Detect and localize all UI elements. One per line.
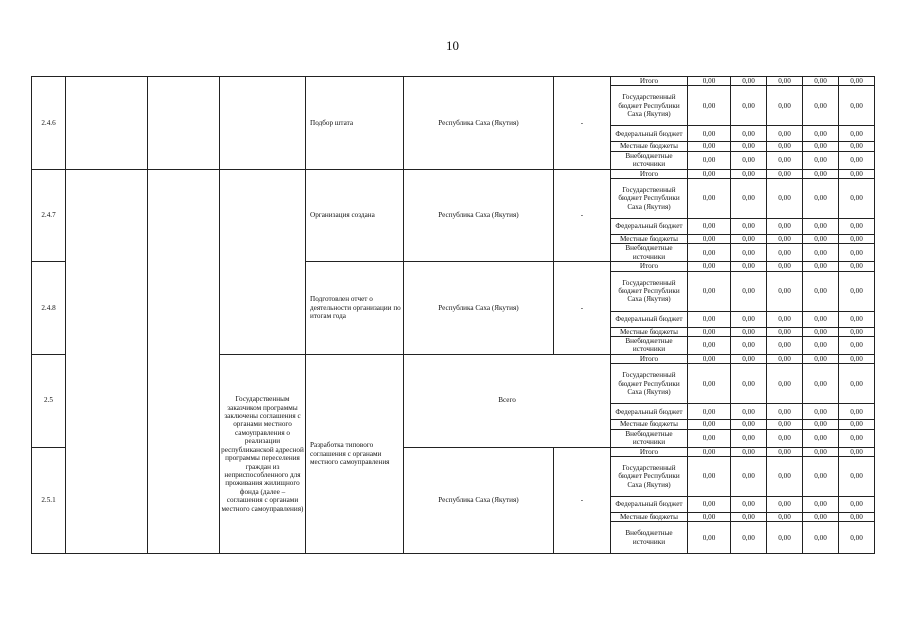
value-col-2: 0,00 bbox=[731, 179, 767, 219]
value-col-3: 0,00 bbox=[767, 337, 803, 355]
value-col-2: 0,00 bbox=[731, 327, 767, 336]
value-col-4: 0,00 bbox=[803, 420, 839, 429]
value-col-4: 0,00 bbox=[803, 429, 839, 447]
value-col-4: 0,00 bbox=[803, 235, 839, 244]
value-col-3: 0,00 bbox=[767, 262, 803, 271]
value-col-2: 0,00 bbox=[731, 169, 767, 178]
value-col-3: 0,00 bbox=[767, 496, 803, 512]
funding-source: Внебюджетные источники bbox=[611, 522, 688, 554]
value-col-1: 0,00 bbox=[688, 512, 731, 521]
value-col-1: 0,00 bbox=[688, 429, 731, 447]
value-col-2: 0,00 bbox=[731, 219, 767, 235]
value-col-1: 0,00 bbox=[688, 126, 731, 142]
value-col-4: 0,00 bbox=[803, 337, 839, 355]
event-result: Подбор штата bbox=[306, 77, 404, 170]
funding-source: Государственный бюджет Республики Саха (Якутия) bbox=[611, 179, 688, 219]
value-col-4: 0,00 bbox=[803, 179, 839, 219]
funding-source: Внебюджетные источники bbox=[611, 429, 688, 447]
value-col-3: 0,00 bbox=[767, 126, 803, 142]
event-column-b bbox=[66, 169, 148, 554]
value-col-3: 0,00 bbox=[767, 169, 803, 178]
value-col-2: 0,00 bbox=[731, 77, 767, 86]
value-col-4: 0,00 bbox=[803, 271, 839, 311]
value-col-1: 0,00 bbox=[688, 169, 731, 178]
value-col-2: 0,00 bbox=[731, 244, 767, 262]
value-col-5: 0,00 bbox=[839, 311, 875, 327]
value-col-4: 0,00 bbox=[803, 311, 839, 327]
dash-cell: - bbox=[554, 169, 611, 262]
event-column-c bbox=[148, 77, 220, 170]
event-name bbox=[220, 169, 306, 354]
value-col-5: 0,00 bbox=[839, 522, 875, 554]
funding-source: Федеральный бюджет bbox=[611, 496, 688, 512]
total-label: Всего bbox=[404, 354, 611, 447]
funding-source: Итого bbox=[611, 262, 688, 271]
program-table bbox=[31, 76, 875, 554]
value-col-1: 0,00 bbox=[688, 364, 731, 404]
event-result: Подготовлен отчет о деятельности организации по итогам года bbox=[306, 262, 404, 355]
value-col-1: 0,00 bbox=[688, 354, 731, 363]
value-col-5: 0,00 bbox=[839, 86, 875, 126]
value-col-3: 0,00 bbox=[767, 151, 803, 169]
value-col-3: 0,00 bbox=[767, 354, 803, 363]
value-col-3: 0,00 bbox=[767, 404, 803, 420]
value-col-1: 0,00 bbox=[688, 311, 731, 327]
funding-source: Итого bbox=[611, 447, 688, 456]
value-col-4: 0,00 bbox=[803, 219, 839, 235]
value-col-2: 0,00 bbox=[731, 354, 767, 363]
value-col-3: 0,00 bbox=[767, 364, 803, 404]
funding-source: Итого bbox=[611, 354, 688, 363]
value-col-3: 0,00 bbox=[767, 311, 803, 327]
value-col-2: 0,00 bbox=[731, 262, 767, 271]
funding-source: Местные бюджеты bbox=[611, 235, 688, 244]
value-col-5: 0,00 bbox=[839, 496, 875, 512]
value-col-2: 0,00 bbox=[731, 420, 767, 429]
value-col-2: 0,00 bbox=[731, 447, 767, 456]
funding-source: Местные бюджеты bbox=[611, 142, 688, 151]
value-col-4: 0,00 bbox=[803, 151, 839, 169]
value-col-1: 0,00 bbox=[688, 456, 731, 496]
value-col-3: 0,00 bbox=[767, 327, 803, 336]
value-col-4: 0,00 bbox=[803, 262, 839, 271]
value-col-4: 0,00 bbox=[803, 244, 839, 262]
value-col-4: 0,00 bbox=[803, 404, 839, 420]
event-code: 2.5 bbox=[32, 354, 66, 447]
funding-source: Внебюджетные источники bbox=[611, 151, 688, 169]
value-col-4: 0,00 bbox=[803, 327, 839, 336]
value-col-2: 0,00 bbox=[731, 522, 767, 554]
event-code: 2.5.1 bbox=[32, 447, 66, 554]
value-col-1: 0,00 bbox=[688, 86, 731, 126]
value-col-1: 0,00 bbox=[688, 219, 731, 235]
dash-cell: - bbox=[554, 262, 611, 355]
value-col-2: 0,00 bbox=[731, 235, 767, 244]
event-column-b bbox=[66, 77, 148, 170]
value-col-5: 0,00 bbox=[839, 420, 875, 429]
event-name: Государственным заказчиком программы заключены соглашения с органами местного самоуправления о реализации республиканской адресной программы переселения граждан из неприспособленного для проживания жилищного фонда (далее – соглашения с органами местного самоуправления) bbox=[220, 354, 306, 553]
event-code: 2.4.7 bbox=[32, 169, 66, 262]
value-col-5: 0,00 bbox=[839, 429, 875, 447]
value-col-3: 0,00 bbox=[767, 235, 803, 244]
funding-source: Государственный бюджет Республики Саха (Якутия) bbox=[611, 364, 688, 404]
value-col-5: 0,00 bbox=[839, 235, 875, 244]
value-col-4: 0,00 bbox=[803, 447, 839, 456]
value-col-1: 0,00 bbox=[688, 179, 731, 219]
value-col-3: 0,00 bbox=[767, 77, 803, 86]
value-col-2: 0,00 bbox=[731, 364, 767, 404]
value-col-2: 0,00 bbox=[731, 496, 767, 512]
value-col-3: 0,00 bbox=[767, 420, 803, 429]
value-col-3: 0,00 bbox=[767, 512, 803, 521]
value-col-5: 0,00 bbox=[839, 126, 875, 142]
value-col-5: 0,00 bbox=[839, 404, 875, 420]
value-col-2: 0,00 bbox=[731, 429, 767, 447]
value-col-1: 0,00 bbox=[688, 244, 731, 262]
value-col-5: 0,00 bbox=[839, 364, 875, 404]
value-col-4: 0,00 bbox=[803, 364, 839, 404]
value-col-4: 0,00 bbox=[803, 522, 839, 554]
value-col-4: 0,00 bbox=[803, 126, 839, 142]
executor: Республика Саха (Якутия) bbox=[404, 169, 554, 262]
value-col-5: 0,00 bbox=[839, 337, 875, 355]
executor: Республика Саха (Якутия) bbox=[404, 262, 554, 355]
value-col-5: 0,00 bbox=[839, 447, 875, 456]
value-col-2: 0,00 bbox=[731, 142, 767, 151]
value-col-1: 0,00 bbox=[688, 420, 731, 429]
value-col-4: 0,00 bbox=[803, 169, 839, 178]
value-col-5: 0,00 bbox=[839, 142, 875, 151]
value-col-1: 0,00 bbox=[688, 271, 731, 311]
value-col-5: 0,00 bbox=[839, 512, 875, 521]
funding-source: Внебюджетные источники bbox=[611, 244, 688, 262]
value-col-1: 0,00 bbox=[688, 151, 731, 169]
value-col-4: 0,00 bbox=[803, 142, 839, 151]
value-col-5: 0,00 bbox=[839, 151, 875, 169]
funding-source: Итого bbox=[611, 77, 688, 86]
funding-source: Федеральный бюджет bbox=[611, 219, 688, 235]
value-col-3: 0,00 bbox=[767, 244, 803, 262]
value-col-5: 0,00 bbox=[839, 244, 875, 262]
event-code: 2.4.6 bbox=[32, 77, 66, 170]
executor: Республика Саха (Якутия) bbox=[404, 447, 554, 554]
table-row bbox=[32, 77, 875, 86]
value-col-1: 0,00 bbox=[688, 77, 731, 86]
value-col-5: 0,00 bbox=[839, 169, 875, 178]
value-col-2: 0,00 bbox=[731, 404, 767, 420]
value-col-5: 0,00 bbox=[839, 219, 875, 235]
value-col-2: 0,00 bbox=[731, 86, 767, 126]
value-col-1: 0,00 bbox=[688, 447, 731, 456]
funding-source: Государственный бюджет Республики Саха (Якутия) bbox=[611, 86, 688, 126]
value-col-2: 0,00 bbox=[731, 151, 767, 169]
value-col-4: 0,00 bbox=[803, 86, 839, 126]
value-col-4: 0,00 bbox=[803, 354, 839, 363]
page-number: 10 bbox=[446, 38, 459, 53]
value-col-1: 0,00 bbox=[688, 235, 731, 244]
value-col-2: 0,00 bbox=[731, 456, 767, 496]
funding-source: Федеральный бюджет bbox=[611, 126, 688, 142]
value-col-3: 0,00 bbox=[767, 447, 803, 456]
value-col-3: 0,00 bbox=[767, 86, 803, 126]
value-col-4: 0,00 bbox=[803, 456, 839, 496]
funding-source: Государственный бюджет Республики Саха (Якутия) bbox=[611, 456, 688, 496]
funding-source: Местные бюджеты bbox=[611, 420, 688, 429]
value-col-5: 0,00 bbox=[839, 179, 875, 219]
value-col-4: 0,00 bbox=[803, 496, 839, 512]
value-col-5: 0,00 bbox=[839, 77, 875, 86]
executor: Республика Саха (Якутия) bbox=[404, 77, 554, 170]
value-col-3: 0,00 bbox=[767, 179, 803, 219]
event-column-c bbox=[148, 169, 220, 554]
value-col-1: 0,00 bbox=[688, 404, 731, 420]
funding-source: Итого bbox=[611, 169, 688, 178]
event-name bbox=[220, 77, 306, 170]
funding-source: Федеральный бюджет bbox=[611, 311, 688, 327]
value-col-3: 0,00 bbox=[767, 142, 803, 151]
value-col-3: 0,00 bbox=[767, 219, 803, 235]
event-code: 2.4.8 bbox=[32, 262, 66, 355]
dash-cell: - bbox=[554, 77, 611, 170]
funding-source: Внебюджетные источники bbox=[611, 337, 688, 355]
funding-source: Местные бюджеты bbox=[611, 327, 688, 336]
funding-source: Федеральный бюджет bbox=[611, 404, 688, 420]
funding-source: Местные бюджеты bbox=[611, 512, 688, 521]
event-result: Организация создана bbox=[306, 169, 404, 262]
value-col-5: 0,00 bbox=[839, 456, 875, 496]
value-col-3: 0,00 bbox=[767, 271, 803, 311]
value-col-5: 0,00 bbox=[839, 271, 875, 311]
value-col-4: 0,00 bbox=[803, 77, 839, 86]
value-col-5: 0,00 bbox=[839, 262, 875, 271]
funding-source: Государственный бюджет Республики Саха (Якутия) bbox=[611, 271, 688, 311]
event-result: Разработка типового соглашения с органами местного самоуправления bbox=[306, 354, 404, 553]
value-col-2: 0,00 bbox=[731, 311, 767, 327]
value-col-3: 0,00 bbox=[767, 456, 803, 496]
dash-cell: - bbox=[554, 447, 611, 554]
value-col-3: 0,00 bbox=[767, 522, 803, 554]
value-col-2: 0,00 bbox=[731, 512, 767, 521]
table-row bbox=[32, 169, 875, 178]
value-col-1: 0,00 bbox=[688, 262, 731, 271]
value-col-4: 0,00 bbox=[803, 512, 839, 521]
value-col-1: 0,00 bbox=[688, 522, 731, 554]
value-col-3: 0,00 bbox=[767, 429, 803, 447]
value-col-1: 0,00 bbox=[688, 142, 731, 151]
value-col-2: 0,00 bbox=[731, 271, 767, 311]
value-col-1: 0,00 bbox=[688, 327, 731, 336]
value-col-5: 0,00 bbox=[839, 327, 875, 336]
value-col-2: 0,00 bbox=[731, 126, 767, 142]
value-col-1: 0,00 bbox=[688, 337, 731, 355]
value-col-1: 0,00 bbox=[688, 496, 731, 512]
value-col-5: 0,00 bbox=[839, 354, 875, 363]
value-col-2: 0,00 bbox=[731, 337, 767, 355]
